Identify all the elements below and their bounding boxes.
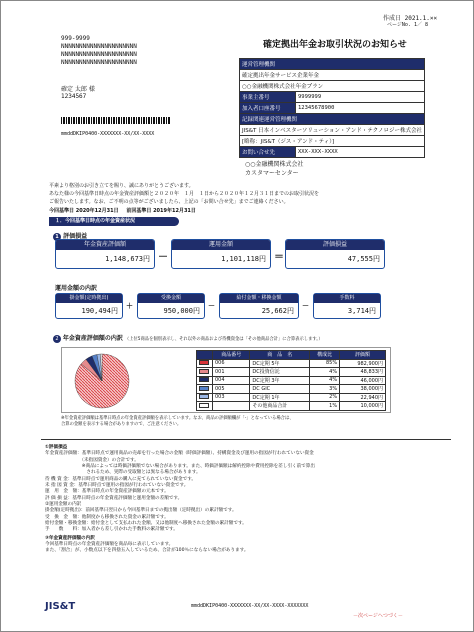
legend-swatch: [197, 376, 213, 385]
notes-divider: [41, 439, 451, 440]
note-line: 運 用 金 額：基準日時点の年金資産評価額の元本です。: [45, 489, 169, 495]
product-ratio: 4%: [310, 376, 340, 385]
breakdown-row: [55, 293, 385, 319]
breakdown-value: 950,000円: [163, 307, 200, 315]
product-value: 10,000円: [340, 402, 386, 411]
product-value: 982,900円: [340, 359, 386, 368]
recordkeeper-name: JIS&T 日本インベスターソリューション・アンド・テクノロジー株式会社: [240, 125, 425, 136]
product-ratio: 4%: [310, 368, 340, 377]
breakdown-item: [55, 293, 123, 319]
contact-company: ○○金融機関株式会社: [245, 161, 304, 168]
next-page-notice: －次ページへつづく－: [353, 613, 403, 619]
recipient-number: 1234567: [61, 93, 87, 100]
contact-label: お問い合せ先: [240, 147, 296, 158]
operation-label: 運用金額: [172, 240, 270, 250]
product-name: DC定期 1年: [250, 393, 310, 402]
allocation-footnote: [61, 416, 391, 428]
note-line: ※商品によっては時価評価額でない場合があります。また、時価評価額は解約控除や費用控除を差し引く前で算出: [45, 463, 315, 469]
info-header: 運営管理機関: [240, 59, 425, 70]
note-line: また、「割合」が、小数点以下を四捨五入しているため、合計が100％にならない場合があります。: [45, 548, 249, 554]
pension-value-box: [55, 239, 155, 269]
operation-amount-box: [171, 239, 271, 269]
address-line: NNNNNNNNNNNNNNNNNNNNN: [61, 51, 137, 59]
profit-box: [285, 239, 385, 269]
note-line: 掛金額(定時拠出)：前回基準日翌日から今回基準日までの拠出額（定時拠出）の累計額です。: [45, 508, 237, 514]
plan-company: ○○金融機関株式会社年金プラン: [240, 81, 425, 92]
address-line: NNNNNNNNNNNNNNNNNNNNN: [61, 59, 137, 67]
breakdown-item: [219, 293, 299, 319]
allocation-table: [196, 350, 386, 411]
breakdown-label: 給付金額・移換金額: [220, 294, 298, 303]
jist-logo: JIS&T: [45, 601, 76, 612]
product-value: 46,000円: [340, 376, 386, 385]
product-code: [213, 402, 250, 411]
product-ratio: 2%: [310, 393, 340, 402]
breakdown-label: 掛金額(定時拠出): [56, 294, 122, 303]
breakdown-label: 手数料: [314, 294, 380, 303]
product-ratio: 3%: [310, 385, 340, 394]
product-name: その他商品合計: [250, 402, 310, 411]
greeting-line: ご報告いたします。なお、ご不明の点等がございましたら、上記の「お問い合せ先」までご連絡ください。: [49, 198, 289, 205]
plus-sign: ＋: [126, 302, 133, 310]
breakdown-item: [137, 293, 205, 319]
legend-swatch: [197, 359, 213, 368]
col-ratio: 構成比: [310, 351, 340, 360]
product-name: DC定期 5年: [250, 359, 310, 368]
allocation-row: [197, 376, 386, 385]
allocation-panel: [61, 347, 391, 413]
note-line: （未指図資金）の合計です。: [45, 457, 139, 463]
breakdown-value: 25,662円: [261, 307, 294, 315]
legend-swatch: [197, 368, 213, 377]
sponsor-label: 事業主番号: [240, 92, 296, 103]
greeting-line: あなた様の今回基準日時点の年金資産評価額と２０２０年 １月 １日から２０２０年１２月３１日までのお取引状況を: [49, 190, 320, 197]
contact-center: カスタマーセンター: [245, 169, 299, 177]
operation-value: 1,101,118円: [221, 255, 266, 263]
note-line: 受 換 金 額：他制度から移換された資金の累計額です。: [45, 514, 169, 520]
minus-sign: －: [208, 302, 215, 310]
minus-sign: －: [302, 302, 309, 310]
address-line: NNNNNNNNNNNNNNNNNNNNN: [61, 43, 137, 51]
number-1-icon: 1: [53, 233, 61, 241]
allocation-row: [197, 393, 386, 402]
page-number: ページNo. 1／ 8: [387, 22, 428, 28]
product-name: DC GIC: [250, 385, 310, 394]
note-line: 未 指 図 資 金：基準日時点で運用の指図が行われていない資金です。: [45, 482, 189, 488]
greeting-text: [49, 183, 459, 206]
profit-value: 47,555円: [347, 255, 380, 263]
contact-block: [245, 161, 303, 178]
product-value: 48,833円: [340, 368, 386, 377]
notes-title: ①評価損益: [45, 445, 68, 450]
legend-swatch-icon: [199, 377, 209, 382]
minus-sign: －: [158, 252, 168, 263]
document-title: 確定拠出年金お取引状況のお知らせ: [263, 40, 407, 50]
breakdown-label: 受換金額: [138, 294, 204, 303]
product-code: 003: [213, 393, 250, 402]
recipient-name: 確定 太郎 様: [61, 86, 95, 93]
note-line: 給付金額・移換金額：給付金として支払われた金額、又は他制度へ移換された金額の累計額です。: [45, 520, 247, 526]
product-ratio: 85%: [310, 359, 340, 368]
notes-title: ③年金資産評価額の内訳: [45, 535, 95, 541]
breakdown-value: 3,714円: [347, 307, 376, 315]
member-label: 加入者口座番号: [240, 103, 296, 114]
allocation-row: [197, 385, 386, 394]
contact-phone: XXX-XXX-XXXX: [296, 147, 425, 158]
legend-swatch: [197, 393, 213, 402]
address-block: [61, 35, 137, 67]
legend-swatch-icon: [199, 394, 209, 399]
footnote-line: ※年金資産評価額は基準日時点の年金資産評価額を表示しています。なお、商品の評価額欄が「-」となっている場合は、: [61, 416, 294, 421]
col-name: 商 品 名: [250, 351, 310, 360]
footnote-line: 合算の金額を表示する場合がありますので、ご注意ください。: [61, 422, 182, 428]
breakdown-value: 190,494円: [81, 307, 118, 315]
legend-swatch-icon: [199, 386, 209, 391]
product-name: DC投資信託: [250, 368, 310, 377]
pension-value: 1,148,673円: [105, 255, 150, 263]
previous-base-date: 前回基準日 2019年12月31日: [126, 208, 196, 214]
recordkeeper-label: 記録関連運営管理機関: [240, 114, 425, 125]
product-value: 22,940円: [340, 393, 386, 402]
number-2-icon: 2: [53, 335, 61, 343]
note-line: 手 数 料：加入者から差し引かれた手数料の累計額です。: [45, 527, 178, 533]
footer-code: mmddDKIP0400-XXXXXXX-XX/XX-XXXX-XXXXXXX: [191, 603, 309, 609]
postal-code: 999-9999: [61, 35, 90, 42]
product-code: 006: [213, 359, 250, 368]
eval-heading: 評価損益: [63, 233, 88, 240]
allocation-row: [197, 359, 386, 368]
note-line: 年金資産評価額：基準日時点で運用商品の売却を行った場合の金額（時価評価額）、持構資金及び運用の指図が行われていない資金: [45, 451, 314, 457]
note-line: されるため、実際の受取額とは異なる場合があります。: [45, 470, 201, 476]
profit-label: 評価損益: [286, 240, 384, 250]
note-line: 今回基準日時点の年金資産評価額を商品毎に表示しています。: [45, 541, 174, 547]
issue-date: 作成日 2021.1.××: [383, 15, 438, 22]
equals-sign: ＝: [274, 252, 284, 263]
recordkeeper-short: [略称：JIS&T（ジス・アンド・ティ）]: [240, 136, 425, 147]
product-code: 001: [213, 368, 250, 377]
allocation-row: [197, 402, 386, 411]
notes-section: [45, 445, 445, 555]
legend-swatch-icon: [199, 369, 209, 374]
member-value: 12345678900: [296, 103, 425, 114]
note-line: ②運用金額の内訳: [45, 501, 82, 507]
account-info-table: [239, 58, 425, 158]
legend-swatch: [197, 385, 213, 394]
legend-swatch-icon: [199, 403, 209, 408]
product-code: 004: [213, 376, 250, 385]
sponsor-value: 9999999: [296, 92, 425, 103]
allocation-pie-chart: [70, 351, 134, 411]
section1-title: １．今回基準日時点の年金資産状況: [49, 217, 179, 226]
product-ratio: 1%: [310, 402, 340, 411]
document-code: mmddDKIP0400-XXXXXXX-XX/XX-XXXX: [61, 131, 155, 137]
plan-name: 確定拠出年金サービス企業年金: [240, 70, 425, 81]
legend-swatch: [197, 402, 213, 411]
postal-barcode: [61, 117, 171, 124]
note-line: 評 価 損 益：基準日時点の年金資産評価額と運用金額の差額です。: [45, 495, 183, 501]
product-name: DC定期 3年: [250, 376, 310, 385]
allocation-row: [197, 368, 386, 377]
breakdown-item: [313, 293, 381, 319]
product-code: 005: [213, 385, 250, 394]
pension-label: 年金資産評価額: [56, 240, 154, 250]
allocation-heading: 年金資産評価額の内訳: [62, 335, 123, 342]
col-value: 評価額: [340, 351, 386, 360]
legend-swatch-icon: [199, 360, 209, 365]
product-value: 38,000円: [340, 385, 386, 394]
note-line: 待 機 資 金：基準日時点で運用商品の購入に充てられていない資金です。: [45, 476, 197, 482]
allocation-note: （上位5商品を個別表示し、それ以外の商品および待機資金は「その他商品合計」に合算表示します。）: [124, 337, 323, 342]
base-date: 今回基準日 2020年12月31日: [49, 208, 119, 214]
greeting-line: 平素より格別のお引き立てを賜り、誠にありがとうございます。: [49, 183, 194, 189]
breakdown-heading: 運用金額の内訳: [55, 285, 98, 292]
col-code: 商品番号: [213, 351, 250, 360]
